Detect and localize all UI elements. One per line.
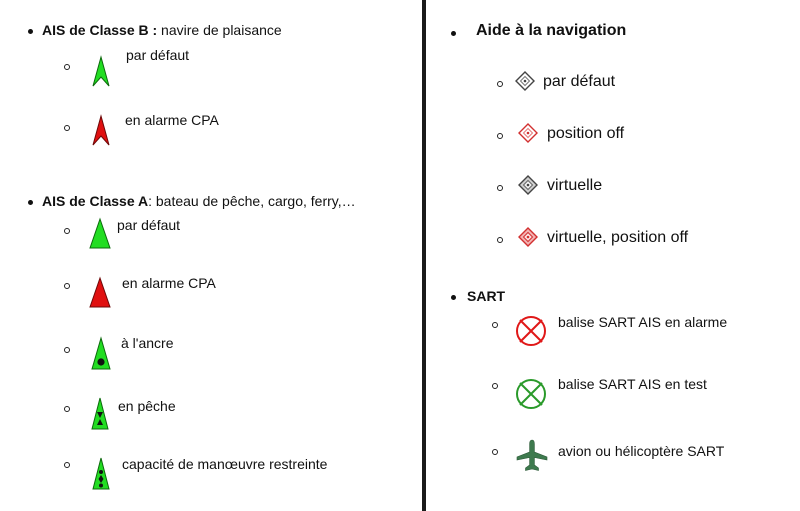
aton-item-label: position off <box>547 125 625 142</box>
sub-bullet <box>497 185 503 191</box>
green-arrow-icon <box>93 57 109 87</box>
sub-bullet <box>497 133 503 139</box>
sub-bullet <box>492 383 498 389</box>
red-arrow-icon <box>93 116 109 146</box>
sub-bullet <box>64 347 70 353</box>
class-a-item-label: en pêche <box>118 398 176 414</box>
sart-heading: SART <box>467 288 506 304</box>
aton-virtual-icon <box>518 175 538 195</box>
fishing-triangle-icon <box>91 398 109 430</box>
restricted-triangle-icon <box>92 458 110 490</box>
class-a-heading: AIS de Classe A: bateau de pêche, cargo, ferry,… <box>42 193 356 209</box>
sub-bullet <box>64 64 70 70</box>
column-divider <box>422 0 426 511</box>
bullet <box>28 200 33 205</box>
sart-alarm-icon <box>514 314 548 348</box>
sub-bullet <box>64 228 70 234</box>
sub-bullet <box>492 322 498 328</box>
sub-bullet <box>492 449 498 455</box>
class-a-item-label: capacité de manœuvre restreinte <box>122 456 328 472</box>
class-b-item-label: par défaut <box>126 47 190 63</box>
aton-default-icon <box>515 71 535 91</box>
sub-bullet <box>497 237 503 243</box>
red-triangle-icon <box>89 278 111 308</box>
class-b-heading: AIS de Classe B : navire de plaisance <box>42 22 282 38</box>
sub-bullet <box>64 125 70 131</box>
aton-virtual-off-icon <box>518 227 538 247</box>
sub-bullet <box>497 81 503 87</box>
class-a-item-label: par défaut <box>117 217 181 233</box>
aton-heading: Aide à la navigation <box>476 22 627 39</box>
class-a-item-label: en alarme CPA <box>122 275 216 291</box>
class-a-item-label: à l'ancre <box>121 335 174 351</box>
bullet <box>28 29 33 34</box>
bullet <box>451 31 456 36</box>
bullet <box>451 295 456 300</box>
anchored-triangle-icon <box>91 338 111 370</box>
sart-item-label: balise SART AIS en test <box>558 376 707 392</box>
green-triangle-icon <box>89 219 111 249</box>
sub-bullet <box>64 406 70 412</box>
aton-item-label: virtuelle, position off <box>547 229 689 246</box>
sub-bullet <box>64 283 70 289</box>
sub-bullet <box>64 462 70 468</box>
sart-aircraft-icon <box>515 439 549 473</box>
aton-item-label: par défaut <box>543 73 616 90</box>
sart-item-label: avion ou hélicoptère SART <box>558 443 725 459</box>
sart-test-icon <box>514 377 548 411</box>
sart-item-label: balise SART AIS en alarme <box>558 314 728 330</box>
aton-position-off-icon <box>518 123 538 143</box>
aton-item-label: virtuelle <box>547 177 603 194</box>
class-b-item-label: en alarme CPA <box>125 112 219 128</box>
